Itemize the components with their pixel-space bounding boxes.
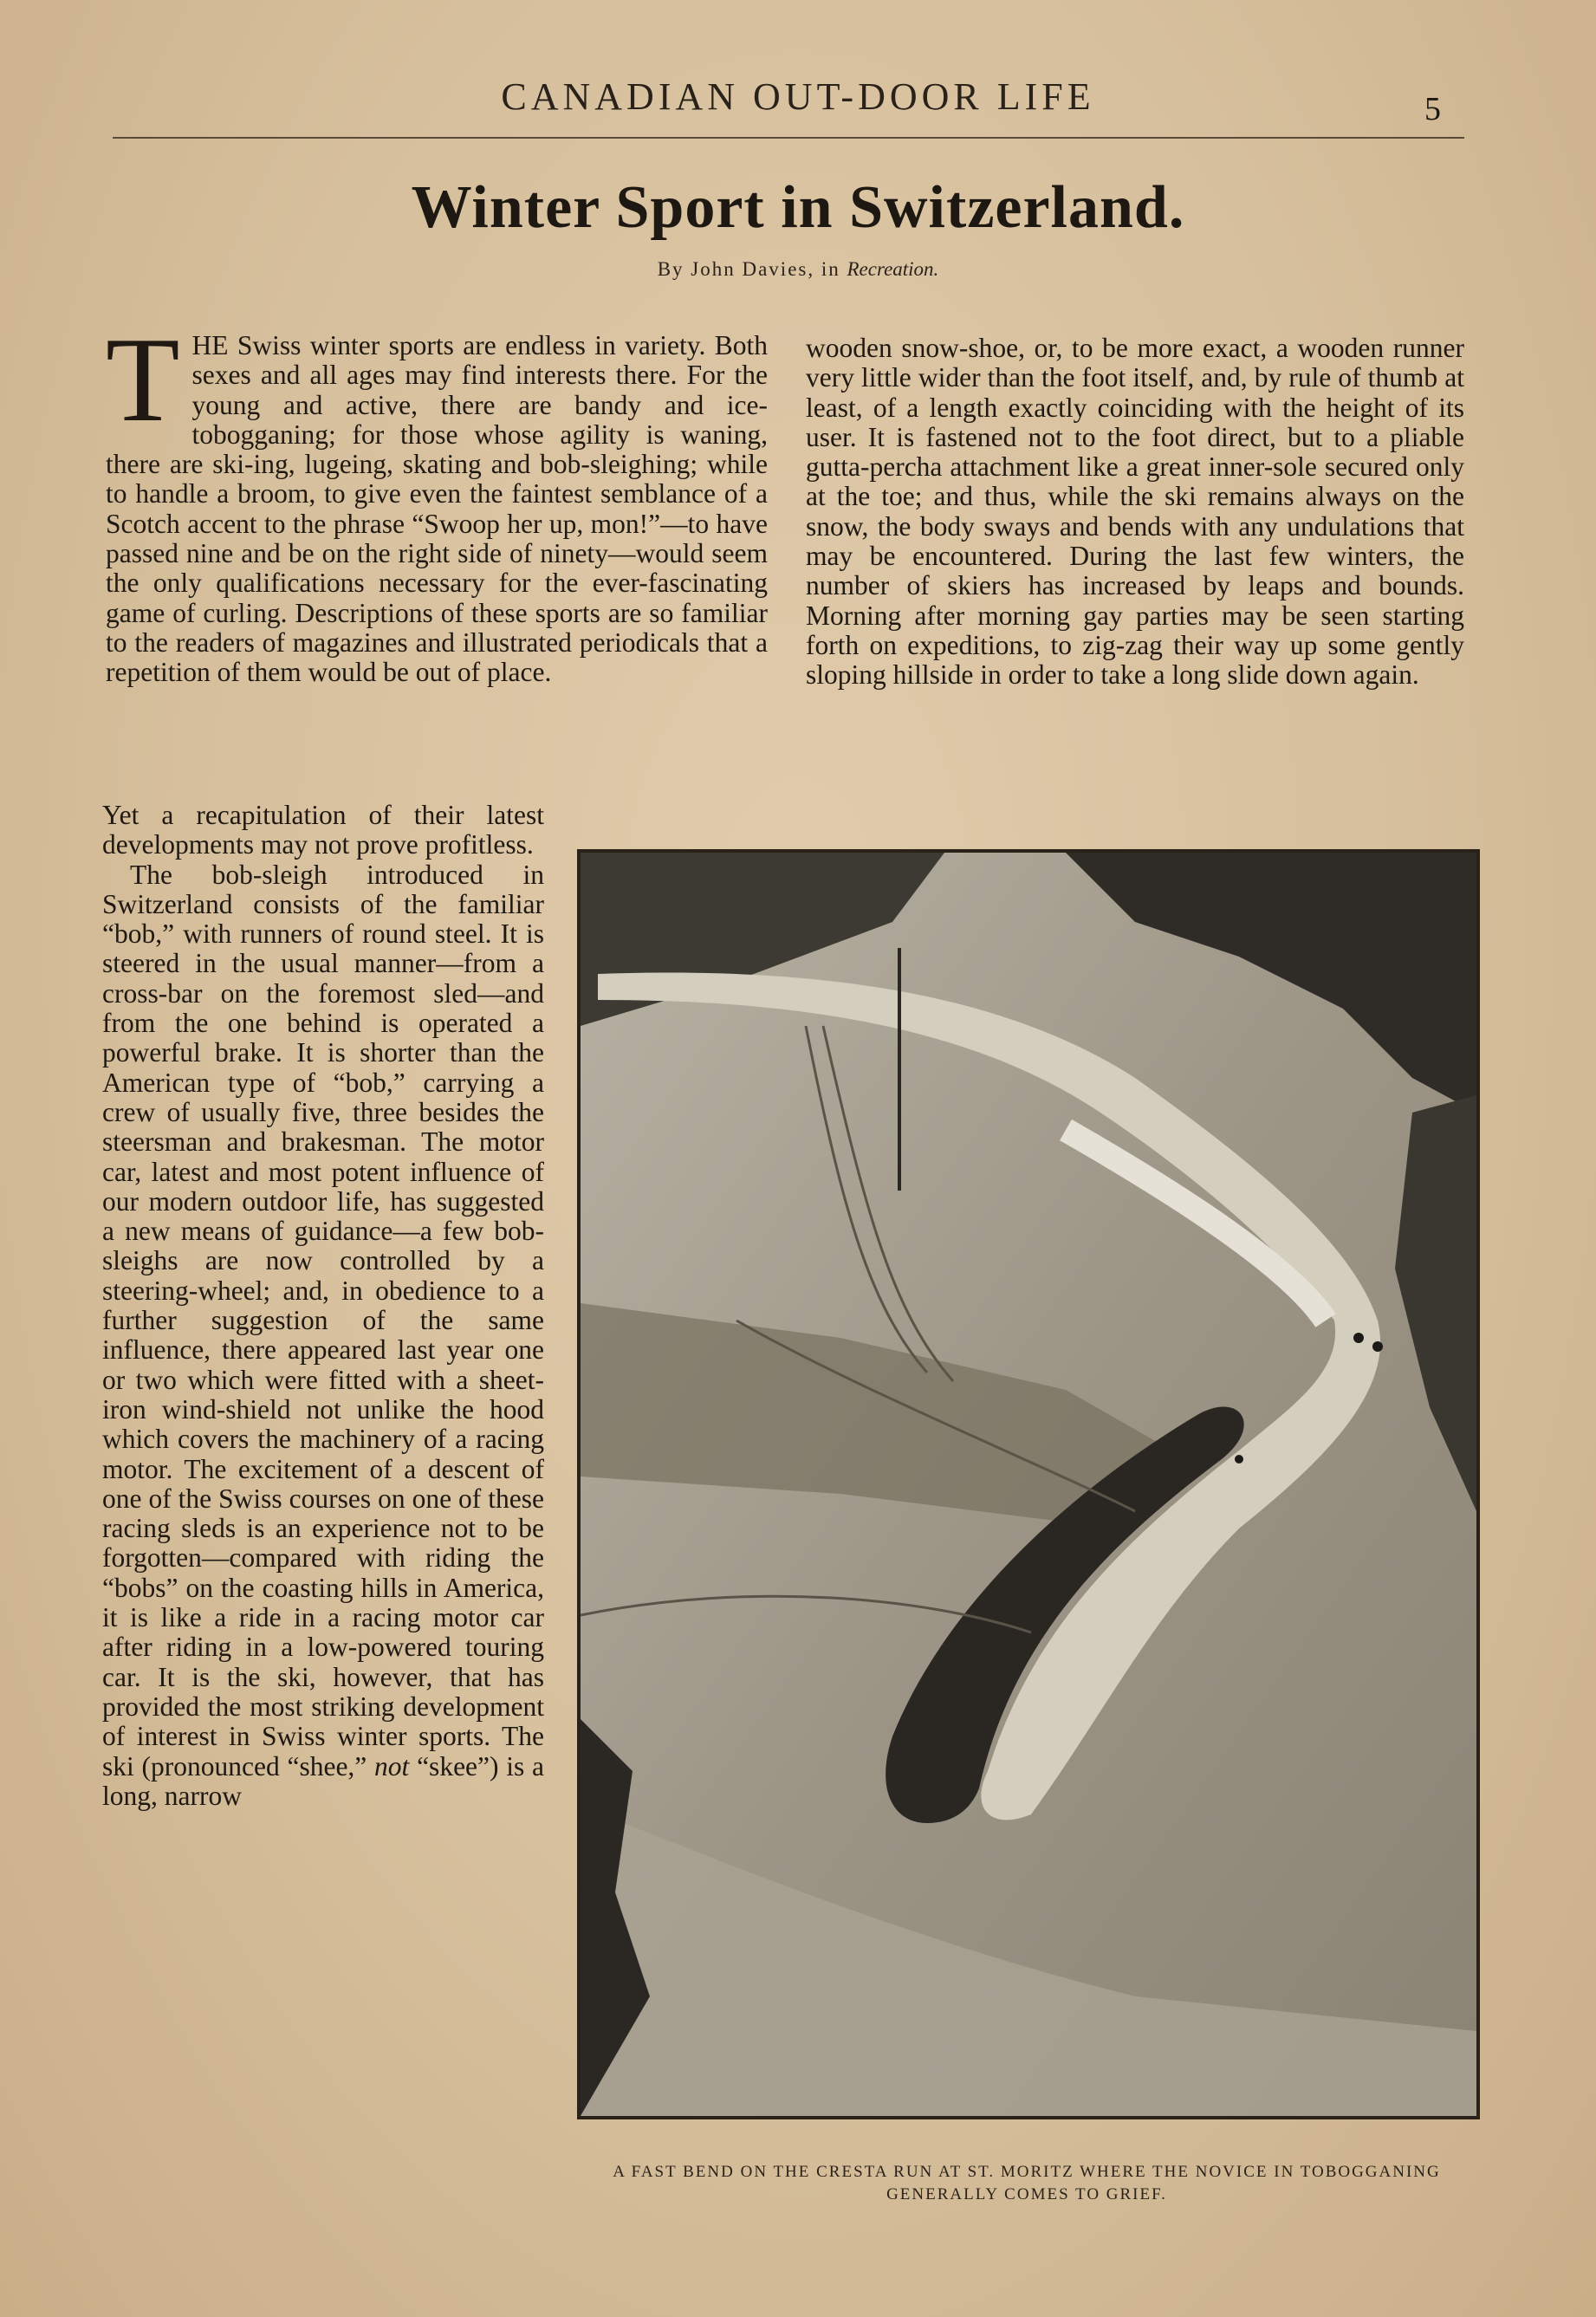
photograph — [577, 849, 1480, 2119]
photo-pole — [898, 948, 901, 1191]
byline-source: Recreation. — [847, 258, 939, 280]
paragraph-2 — [102, 860, 544, 1812]
page-number: 5 — [1424, 91, 1441, 127]
photo-illustration — [581, 853, 1476, 2116]
right-column — [806, 334, 1464, 691]
right-column-paragraph: wooden snow-shoe, or, to be more exact, a wooden runner very little wider than the foot itself, and, by rule of thumb at least, of a length exactly coinciding with the height of its user. It is fastened not to the foot direct, but to a pliable gutta-percha attachment like a great inner-sole secured only at the toe; and thus, while the ski remains always on the snow, the body sways and bends with any undulations that may be encountered. During the last few winters, the number of skiers has increased by leaps and bounds. Morning after morning gay parties may be seen starting forth on expeditions, to zig-zag their way up some gently sloping hillside in order to take a long slide down again. — [806, 333, 1464, 691]
photo-figure-1 — [1353, 1333, 1364, 1343]
paragraph-2-end: “skee”) is a long, narrow — [102, 1750, 545, 1811]
byline — [0, 258, 1596, 281]
running-head: CANADIAN OUT-DOOR LIFE — [501, 75, 1095, 118]
paragraph-1-continued: Yet a recapitulation of their latest developments may not prove profitless. — [102, 800, 544, 860]
photo-caption: A FAST BEND ON THE CRESTA RUN AT ST. MORITZ WHERE THE NOVICE IN TOBOGGANING GENERALLY COMES TO GRIEF. — [613, 2163, 1441, 2203]
photo-figure-3 — [1235, 1455, 1243, 1464]
left-column-narrow — [102, 801, 544, 1811]
drop-cap: T — [106, 313, 180, 447]
paragraph-1-text: HE Swiss winter sports are endless in variety. Both sexes and all ages may find interests there. For the young and active, there are bandy and ice-tobogganing; for those whose agility is waning, there are ski-ing, lugeing, skating and bob-sleighing; while to handle a broom, to give even the faintest semblance of a Scotch accent to the phrase “Swoop her up, mon!”—to have passed nine and be on the right side of ninety—would seem the only qualifications necessary for the ever-fascinating game of curling. Descriptions of these sports are so familiar to the readers of magazines and illustrated periodicals that a repetition of them would be out of place. — [106, 330, 768, 688]
left-column-top — [106, 313, 768, 688]
paragraph-2-text: The bob-sleigh introduced in Switzerland consists of the familiar “bob,” with runners of round steel. It is steered in the usual manner—from a cross-bar on the foremost sled—and from the one behind is operated a powerful brake. It is shorter than the American type of “bob,” carrying a crew of usually five, three besides the steersman and brakesman. The motor car, latest and most potent influence of our modern outdoor life, has suggested a new means of guidance—a few bob-sleighs are now controlled by a steering-wheel; and, in obedience to a further suggestion of the same influence, there appeared last year one or two which were fitted with a sheet-iron wind-shield not unlike the hood which covers the machinery of a racing motor. The excitement of a descent of one of the Swiss courses on one of these racing sleds is an experience not to be forgotten—compared with riding the “bobs” on the coasting hills in America, it is like a ride in a racing motor car after riding in a low-powered touring car. It is the ski, however, that has provided the most striking development of interest in Swiss winter sports. The ski (pronounced “shee,” — [102, 859, 544, 1782]
paragraph-1 — [106, 313, 768, 688]
header-rule — [113, 137, 1464, 139]
byline-author: By John Davies, in — [657, 258, 840, 280]
photo-figure-2 — [1372, 1341, 1383, 1352]
article-title: Winter Sport in Switzerland. — [411, 174, 1185, 241]
emphasis-not: not — [374, 1750, 410, 1782]
